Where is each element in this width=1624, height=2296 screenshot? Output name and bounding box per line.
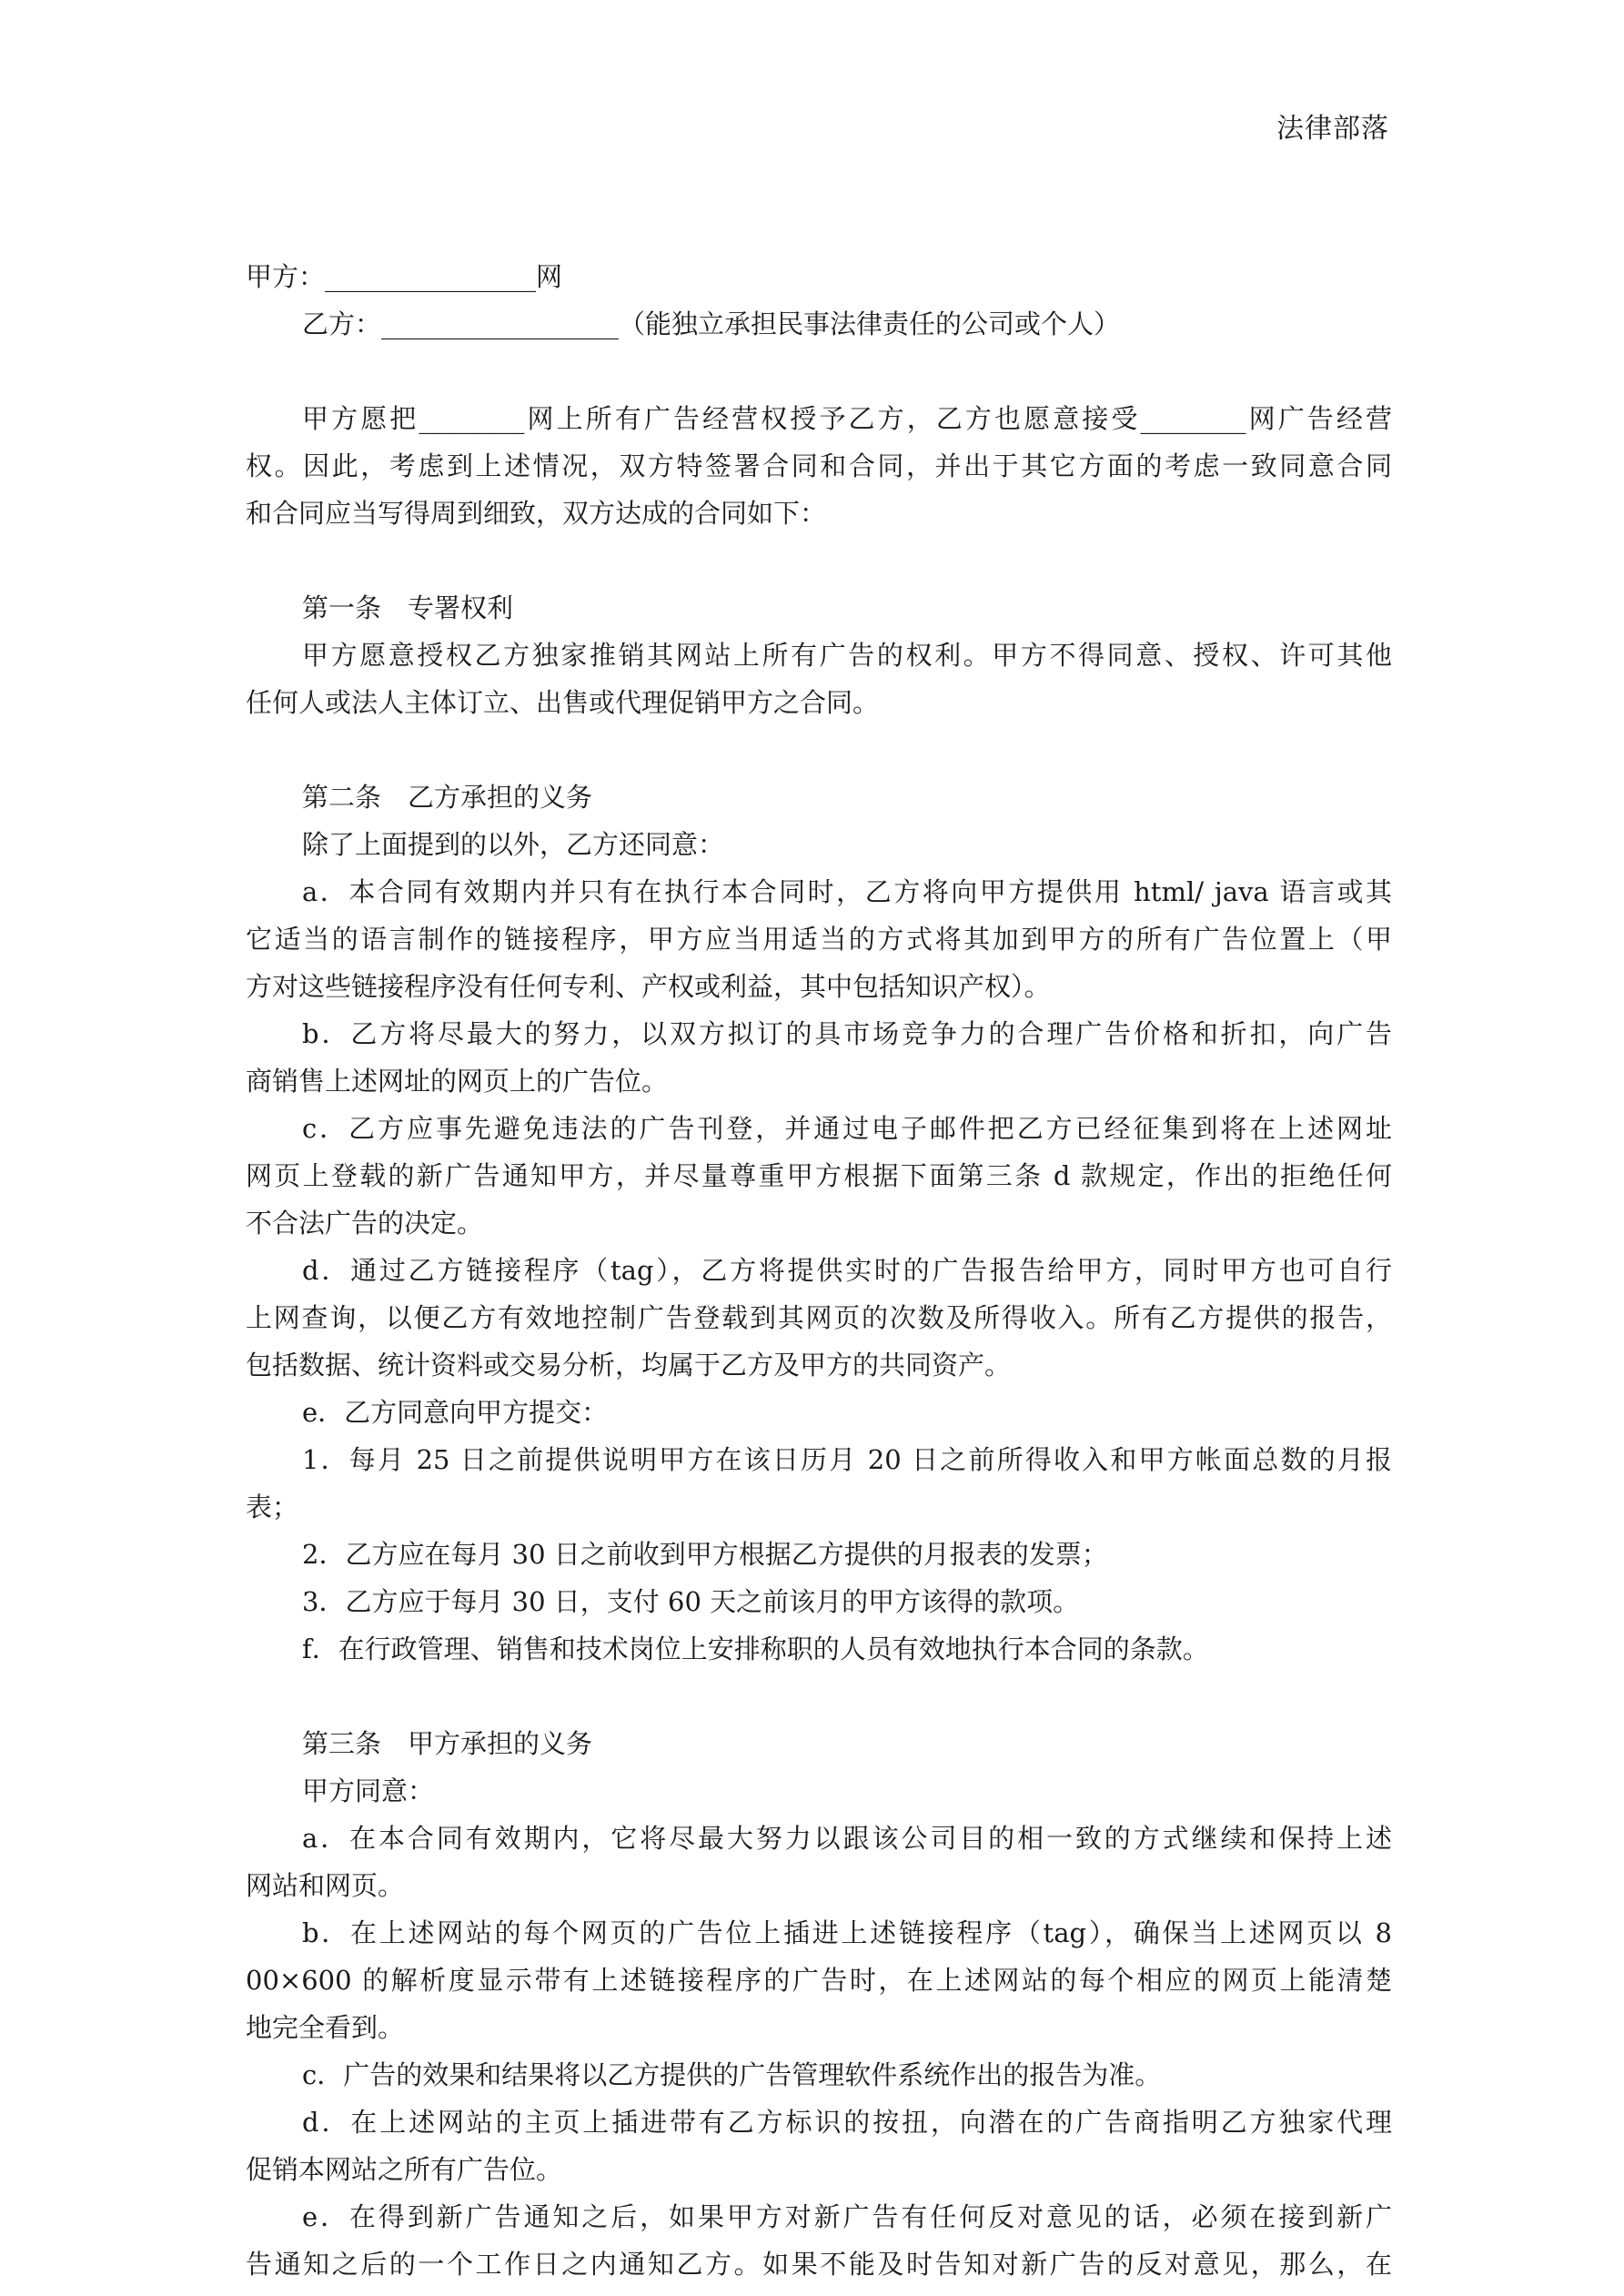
article-3-line: d．在上述网站的主页上插进带有乙方标识的按扭，向潜在的广告商指明乙方独家代理 xyxy=(302,2107,1392,2138)
article-3-line: 促销本网站之所有广告位。 xyxy=(246,2154,563,2185)
article-1-title: 第一条 专署权利 xyxy=(302,592,514,623)
article-2-line: d．通过乙方链接程序（tag），乙方将提供实时的广告报告给甲方，同时甲方也可自行 xyxy=(302,1255,1392,1286)
article-2-line: 不合法广告的决定。 xyxy=(246,1208,484,1239)
article-1-line: 甲方愿意授权乙方独家推销其网站上所有广告的权利。甲方不得同意、授权、许可其他 xyxy=(302,640,1392,671)
article-2-line: 网页上登载的新广告通知甲方，并尽量尊重甲方根据下面第三条 d 款规定，作出的拒绝任何 xyxy=(246,1160,1392,1191)
article-2-line: 除了上面提到的以外，乙方还同意： xyxy=(302,829,725,860)
article-2-line: 方对这些链接程序没有任何专利、产权或利益，其中包括知识产权）。 xyxy=(246,971,1051,1002)
spacer xyxy=(246,1673,1392,1720)
article-3-line: b．在上述网站的每个网页的广告位上插进上述链接程序（tag），确保当上述网页以 8 xyxy=(302,1917,1392,1948)
article-3-line: a．在本合同有效期内，它将尽最大努力以跟该公司目的相一致的方式继续和保持上述 xyxy=(302,1823,1392,1854)
party-b-line: 乙方：__________________（能独立承担民事法律责任的公司或个人） xyxy=(302,308,1121,339)
article-2-line: c．乙方应事先避免违法的广告刊登，并通过电子邮件把乙方已经征集到将在上述网址 xyxy=(302,1113,1392,1144)
article-2-title: 第二条 乙方承担的义务 xyxy=(302,782,593,813)
article-2-line: f．在行政管理、销售和技术岗位上安排称职的人员有效地执行本合同的条款。 xyxy=(302,1633,1209,1664)
article-3-line: e．在得到新广告通知之后，如果甲方对新广告有任何反对意见的话，必须在接到新广 xyxy=(302,2201,1392,2232)
intro-line: 甲方愿把________网上所有广告经营权授予乙方，乙方也愿意接受________网广告经营 xyxy=(302,403,1392,434)
article-2-lines xyxy=(246,821,1392,1673)
article-3-line: 告通知之后的一个工作日之内通知乙方。如果不能及时告知对新广告的反对意见，那么，在 xyxy=(246,2249,1392,2280)
article-3-title: 第三条 甲方承担的义务 xyxy=(302,1728,593,1759)
article-2-line: 它适当的语言制作的链接程序，甲方应当用适当的方式将其加到甲方的所有广告位置上（甲 xyxy=(246,924,1392,955)
article-2-line: 包括数据、统计资料或交易分析，均属于乙方及甲方的共同资产。 xyxy=(246,1350,1012,1381)
article-2-line: b．乙方将尽最大的努力，以双方拟订的具市场竞争力的合理广告价格和折扣，向广告 xyxy=(302,1018,1392,1049)
contract-body xyxy=(246,253,1392,2288)
article-2-line: e．乙方同意向甲方提交： xyxy=(302,1397,609,1428)
article-2-line: 商销售上述网址的网页上的广告位。 xyxy=(246,1066,669,1097)
article-3-line: 地完全看到。 xyxy=(246,2012,405,2043)
intro-line: 权。因此，考虑到上述情况，双方特签署合同和合同，并出于其它方面的考虑一致同意合同 xyxy=(246,450,1392,481)
intro-line: 和合同应当写得周到细致，双方达成的合同如下： xyxy=(246,498,827,529)
spacer xyxy=(246,726,1392,774)
article-2-line: 上网查询，以便乙方有效地控制广告登载到其网页的次数及所得收入。所有乙方提供的报告， xyxy=(246,1302,1392,1333)
article-3-line: 网站和网页。 xyxy=(246,1870,405,1901)
spacer xyxy=(246,537,1392,584)
party-a-line: 甲方：________________网 xyxy=(246,261,563,292)
article-2-line: 2．乙方应在每月 30 日之前收到甲方根据乙方提供的月报表的发票； xyxy=(302,1539,1108,1570)
article-3-line: c．广告的效果和结果将以乙方提供的广告管理软件系统作出的报告为准。 xyxy=(302,2059,1162,2090)
article-2-line: a．本合同有效期内并只有在执行本合同时，乙方将向甲方提供用 html/ java 语言或其 xyxy=(302,876,1392,907)
article-2-line: 1．每月 25 日之前提供说明甲方在该日历月 20 日之前所得收入和甲方帐面总数的月报 xyxy=(302,1444,1392,1475)
article-2-line: 3．乙方应于每月 30 日，支付 60 天之前该月的甲方该得的款项。 xyxy=(302,1586,1080,1617)
header-brand: 法律部落 xyxy=(1276,113,1389,145)
article-3-lines xyxy=(246,1767,1392,2288)
spacer xyxy=(246,348,1392,395)
article-2-line: 表； xyxy=(246,1492,299,1522)
article-3-line: 甲方同意： xyxy=(302,1775,435,1806)
article-1-line: 任何人或法人主体订立、出售或代理促销甲方之合同。 xyxy=(246,687,880,718)
article-3-line: 00×600 的解析度显示带有上述链接程序的广告时，在上述网站的每个相应的网页上能清楚 xyxy=(246,1965,1392,1996)
